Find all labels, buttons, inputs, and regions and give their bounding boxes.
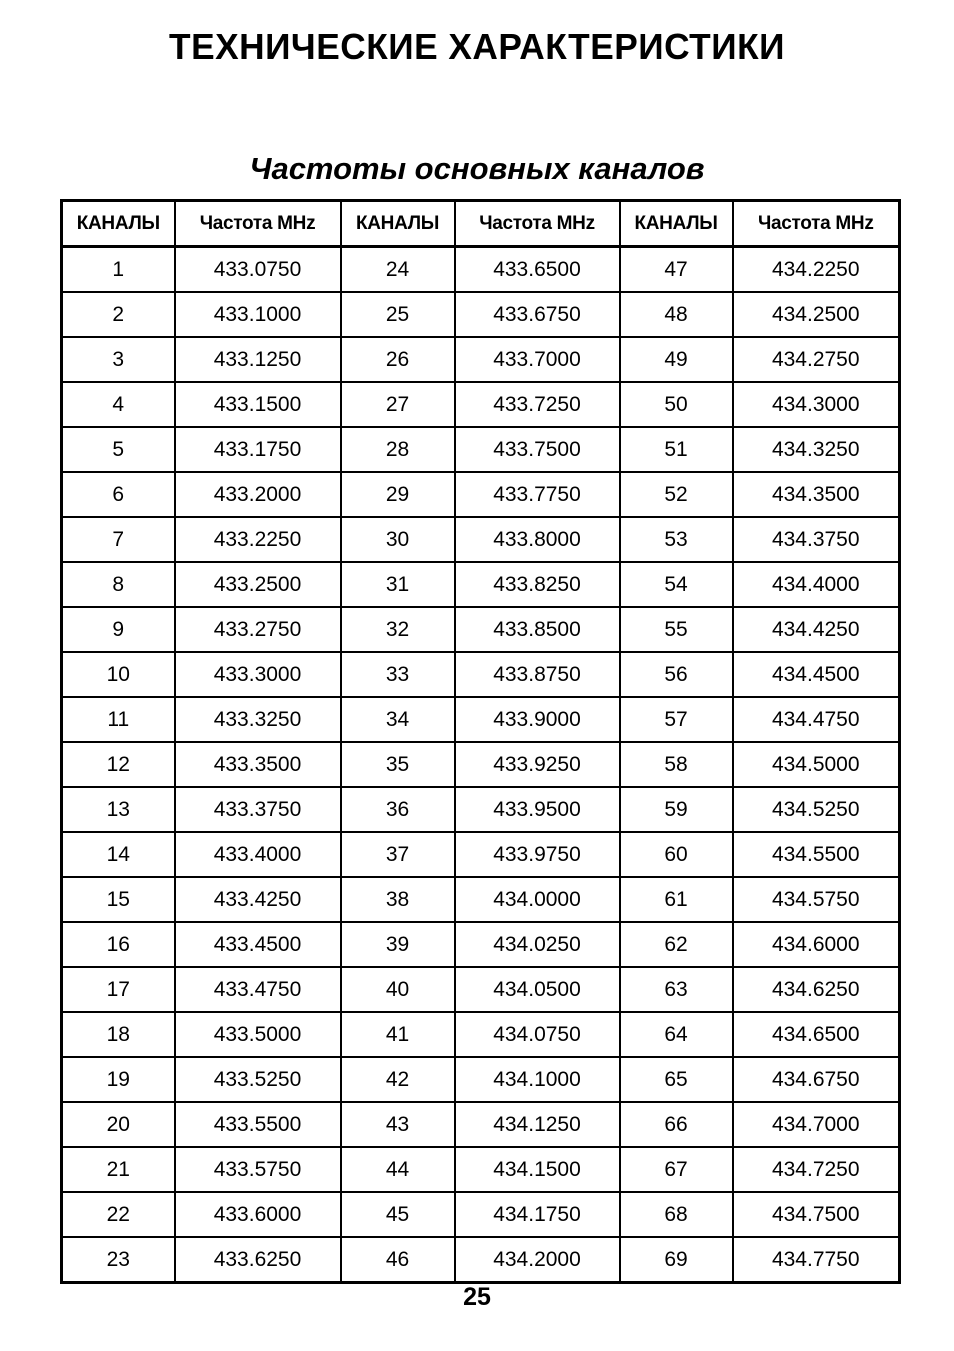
frequency-cell: 433.9750 <box>455 832 620 877</box>
frequency-cell: 434.1500 <box>455 1147 620 1192</box>
frequency-cell: 433.3750 <box>175 787 341 832</box>
channel-number-cell: 51 <box>620 427 733 472</box>
table-row <box>62 1012 900 1057</box>
channel-number-cell: 17 <box>62 967 175 1012</box>
page-number: 25 <box>463 1283 491 1311</box>
frequency-cell: 434.6250 <box>733 967 900 1012</box>
table-row <box>62 967 900 1012</box>
frequency-cell: 433.8500 <box>455 607 620 652</box>
frequency-cell: 434.2000 <box>455 1237 620 1283</box>
frequency-cell: 434.7250 <box>733 1147 900 1192</box>
channel-number-cell: 41 <box>341 1012 455 1057</box>
channel-number-cell: 52 <box>620 472 733 517</box>
frequency-cell: 433.4500 <box>175 922 341 967</box>
channel-number-cell: 61 <box>620 877 733 922</box>
frequency-cell: 434.0250 <box>455 922 620 967</box>
frequency-cell: 434.3000 <box>733 382 900 427</box>
frequency-cell: 433.2000 <box>175 472 341 517</box>
channel-number-cell: 6 <box>62 472 175 517</box>
channel-number-cell: 27 <box>341 382 455 427</box>
frequency-cell: 433.4000 <box>175 832 341 877</box>
frequency-cell: 433.6000 <box>175 1192 341 1237</box>
frequency-cell: 434.4750 <box>733 697 900 742</box>
frequency-cell: 434.5750 <box>733 877 900 922</box>
table-row <box>62 1147 900 1192</box>
frequency-cell: 433.7250 <box>455 382 620 427</box>
channel-number-cell: 54 <box>620 562 733 607</box>
channel-number-cell: 53 <box>620 517 733 562</box>
channel-number-cell: 46 <box>341 1237 455 1283</box>
channel-number-cell: 18 <box>62 1012 175 1057</box>
frequency-cell: 433.1250 <box>175 337 341 382</box>
frequency-cell: 433.7750 <box>455 472 620 517</box>
frequency-cell: 433.6750 <box>455 292 620 337</box>
frequency-cell: 434.1000 <box>455 1057 620 1102</box>
frequency-cell: 433.8000 <box>455 517 620 562</box>
table-row <box>62 337 900 382</box>
channel-number-cell: 49 <box>620 337 733 382</box>
frequency-cell: 434.0750 <box>455 1012 620 1057</box>
channel-number-cell: 5 <box>62 427 175 472</box>
channel-number-cell: 15 <box>62 877 175 922</box>
channel-number-cell: 64 <box>620 1012 733 1057</box>
channel-number-cell: 57 <box>620 697 733 742</box>
channel-number-cell: 60 <box>620 832 733 877</box>
channel-number-cell: 23 <box>62 1237 175 1283</box>
channel-number-cell: 29 <box>341 472 455 517</box>
channel-number-cell: 65 <box>620 1057 733 1102</box>
channel-number-cell: 11 <box>62 697 175 742</box>
channel-number-cell: 68 <box>620 1192 733 1237</box>
frequency-cell: 434.1750 <box>455 1192 620 1237</box>
channel-number-cell: 8 <box>62 562 175 607</box>
table-row <box>62 652 900 697</box>
channel-number-cell: 55 <box>620 607 733 652</box>
frequency-cell: 433.0750 <box>175 247 341 293</box>
channel-number-cell: 47 <box>620 247 733 293</box>
channel-number-cell: 24 <box>341 247 455 293</box>
frequency-cell: 433.3250 <box>175 697 341 742</box>
channel-number-cell: 48 <box>620 292 733 337</box>
table-row <box>62 877 900 922</box>
channel-number-cell: 20 <box>62 1102 175 1147</box>
column-header-channels: КАНАЛЫ <box>341 201 455 247</box>
frequency-cell: 434.3500 <box>733 472 900 517</box>
channel-number-cell: 9 <box>62 607 175 652</box>
table-row <box>62 607 900 652</box>
frequency-cell: 434.6750 <box>733 1057 900 1102</box>
frequency-cell: 433.6500 <box>455 247 620 293</box>
channel-number-cell: 36 <box>341 787 455 832</box>
channel-number-cell: 19 <box>62 1057 175 1102</box>
frequency-cell: 433.1750 <box>175 427 341 472</box>
channel-number-cell: 14 <box>62 832 175 877</box>
frequency-cell: 434.1250 <box>455 1102 620 1147</box>
channel-number-cell: 3 <box>62 337 175 382</box>
frequency-cell: 434.2250 <box>733 247 900 293</box>
column-header-channels: КАНАЛЫ <box>62 201 175 247</box>
table-body <box>62 247 900 1283</box>
frequency-cell: 433.8250 <box>455 562 620 607</box>
table-header-row <box>62 201 900 247</box>
table-row <box>62 427 900 472</box>
frequency-cell: 433.5500 <box>175 1102 341 1147</box>
frequency-cell: 433.6250 <box>175 1237 341 1283</box>
channel-number-cell: 33 <box>341 652 455 697</box>
channel-number-cell: 32 <box>341 607 455 652</box>
frequency-cell: 433.3000 <box>175 652 341 697</box>
channel-number-cell: 22 <box>62 1192 175 1237</box>
channel-number-cell: 58 <box>620 742 733 787</box>
table-row <box>62 832 900 877</box>
table-row <box>62 1192 900 1237</box>
frequency-cell: 434.3750 <box>733 517 900 562</box>
frequency-cell: 433.4750 <box>175 967 341 1012</box>
channel-number-cell: 16 <box>62 922 175 967</box>
channel-number-cell: 34 <box>341 697 455 742</box>
channel-number-cell: 63 <box>620 967 733 1012</box>
channel-number-cell: 7 <box>62 517 175 562</box>
channel-number-cell: 35 <box>341 742 455 787</box>
frequency-cell: 434.4500 <box>733 652 900 697</box>
channel-number-cell: 66 <box>620 1102 733 1147</box>
frequency-cell: 434.4000 <box>733 562 900 607</box>
column-header-frequency: Частота MHz <box>175 201 341 247</box>
table-row <box>62 247 900 293</box>
frequency-cell: 433.1000 <box>175 292 341 337</box>
frequency-cell: 434.7500 <box>733 1192 900 1237</box>
channel-number-cell: 25 <box>341 292 455 337</box>
channel-number-cell: 56 <box>620 652 733 697</box>
frequency-cell: 433.7500 <box>455 427 620 472</box>
channel-number-cell: 1 <box>62 247 175 293</box>
frequency-cell: 434.2750 <box>733 337 900 382</box>
channel-frequency-table <box>60 199 901 1284</box>
table-row <box>62 562 900 607</box>
channel-number-cell: 37 <box>341 832 455 877</box>
channel-number-cell: 43 <box>341 1102 455 1147</box>
frequency-cell: 433.9500 <box>455 787 620 832</box>
channel-number-cell: 28 <box>341 427 455 472</box>
frequency-cell: 434.5250 <box>733 787 900 832</box>
frequency-cell: 433.2750 <box>175 607 341 652</box>
column-header-channels: КАНАЛЫ <box>620 201 733 247</box>
table-row <box>62 1102 900 1147</box>
frequency-cell: 433.5000 <box>175 1012 341 1057</box>
channel-number-cell: 50 <box>620 382 733 427</box>
frequency-cell: 433.2500 <box>175 562 341 607</box>
channel-number-cell: 2 <box>62 292 175 337</box>
table-row <box>62 1057 900 1102</box>
channel-number-cell: 10 <box>62 652 175 697</box>
frequency-cell: 433.4250 <box>175 877 341 922</box>
table-row <box>62 742 900 787</box>
channel-number-cell: 45 <box>341 1192 455 1237</box>
frequency-cell: 434.7750 <box>733 1237 900 1283</box>
channel-number-cell: 12 <box>62 742 175 787</box>
table-caption: Частоты основных каналов <box>249 151 705 186</box>
channel-number-cell: 69 <box>620 1237 733 1283</box>
frequency-cell: 433.3500 <box>175 742 341 787</box>
table-row <box>62 697 900 742</box>
channel-number-cell: 59 <box>620 787 733 832</box>
frequency-cell: 433.9000 <box>455 697 620 742</box>
frequency-cell: 433.2250 <box>175 517 341 562</box>
frequency-cell: 434.2500 <box>733 292 900 337</box>
frequency-cell: 433.7000 <box>455 337 620 382</box>
frequency-cell: 434.4250 <box>733 607 900 652</box>
frequency-cell: 434.6500 <box>733 1012 900 1057</box>
frequency-cell: 434.0000 <box>455 877 620 922</box>
frequency-cell: 433.8750 <box>455 652 620 697</box>
channel-number-cell: 40 <box>341 967 455 1012</box>
page-title: ТЕХНИЧЕСКИЕ ХАРАКТЕРИСТИКИ <box>169 26 785 67</box>
frequency-cell: 433.1500 <box>175 382 341 427</box>
frequency-cell: 434.5500 <box>733 832 900 877</box>
channel-number-cell: 31 <box>341 562 455 607</box>
frequency-cell: 434.3250 <box>733 427 900 472</box>
channel-number-cell: 67 <box>620 1147 733 1192</box>
channel-number-cell: 26 <box>341 337 455 382</box>
channel-number-cell: 38 <box>341 877 455 922</box>
frequency-cell: 434.7000 <box>733 1102 900 1147</box>
column-header-frequency: Частота MHz <box>455 201 620 247</box>
channel-number-cell: 21 <box>62 1147 175 1192</box>
channel-number-cell: 4 <box>62 382 175 427</box>
column-header-frequency: Частота MHz <box>733 201 900 247</box>
frequency-cell: 433.9250 <box>455 742 620 787</box>
frequency-cell: 434.6000 <box>733 922 900 967</box>
table-row <box>62 292 900 337</box>
table-row <box>62 472 900 517</box>
channel-number-cell: 62 <box>620 922 733 967</box>
frequency-cell: 433.5750 <box>175 1147 341 1192</box>
channel-number-cell: 44 <box>341 1147 455 1192</box>
table-row <box>62 517 900 562</box>
channel-number-cell: 42 <box>341 1057 455 1102</box>
table-row <box>62 787 900 832</box>
frequency-cell: 433.5250 <box>175 1057 341 1102</box>
table-row <box>62 922 900 967</box>
channel-number-cell: 39 <box>341 922 455 967</box>
channel-number-cell: 13 <box>62 787 175 832</box>
frequency-cell: 434.0500 <box>455 967 620 1012</box>
frequency-cell: 434.5000 <box>733 742 900 787</box>
channel-number-cell: 30 <box>341 517 455 562</box>
table-row <box>62 382 900 427</box>
table-row <box>62 1237 900 1283</box>
